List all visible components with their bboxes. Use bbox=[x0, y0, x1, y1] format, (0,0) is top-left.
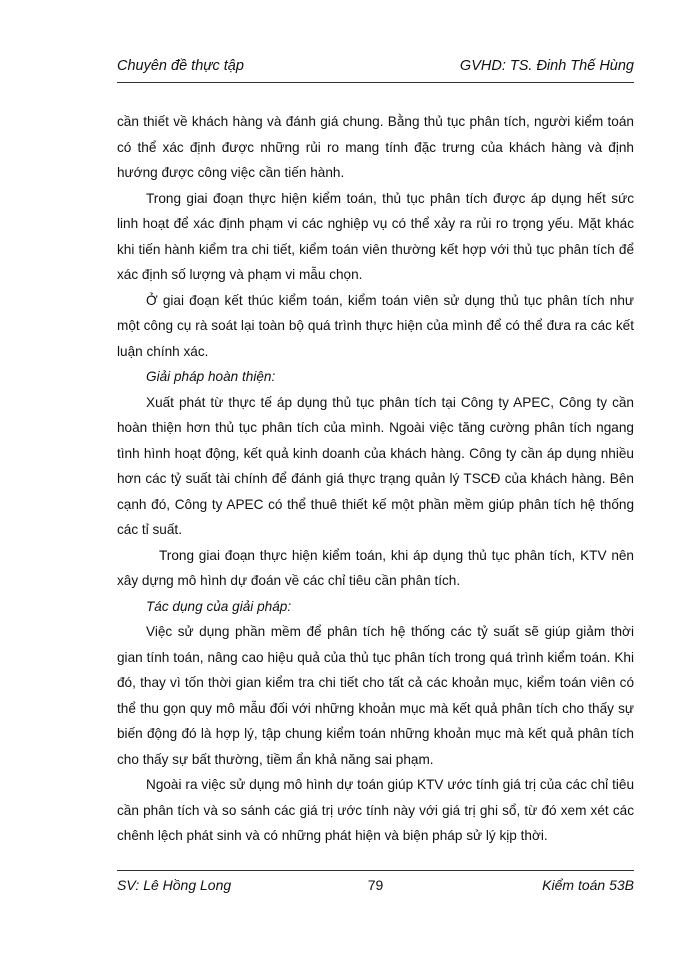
page-header bbox=[117, 58, 634, 83]
footer-page-number: 79 bbox=[367, 877, 384, 893]
heading-solution: Giải pháp hoàn thiện: bbox=[146, 369, 276, 384]
paragraph-solution: Xuất phát từ thực tế áp dụng thủ tục phân tích tại Công ty APEC, Công ty cần hoàn thiện hơn thủ tục phân tích của mình. Ngoài việc tăng cường phân tích ngang tình hình hoạt động, kết quả kinh doanh của khách hàng. Công ty cần áp dụng nhiều hơn các tỷ suất tài chính để đánh giá thực trạng quản lý TSCĐ của khách hàng. Bên cạnh đó, Công ty APEC có thể thuê thiết kế một phần mềm giúp phân tích hệ thống các tỉ suất. bbox=[117, 394, 634, 537]
paragraph-execution-stage: Trong giai đoạn thực hiện kiểm toán, thủ tục phân tích được áp dụng hết sức linh hoạt để xác định phạm vi các nghiệp vụ có thể xảy ra rủi ro trọng yếu. Mặt khác khi tiến hành kiểm tra chi tiết, kiểm toán viên thường kết hợp với thủ tục phân tích để xác định số lượng và phạm vi mẫu chọn. bbox=[117, 190, 634, 282]
paragraph-prediction-model: Trong giai đoạn thực hiện kiểm toán, khi áp dụng thủ tục phân tích, KTV nên xây dựng mô hình dự đoán về các chỉ tiêu cần phân tích. bbox=[117, 547, 634, 588]
page-footer bbox=[117, 870, 634, 901]
paragraph-software-effect: Việc sử dụng phần mềm để phân tích hệ thống các tỷ suất sẽ giúp giảm thời gian tính toán, nâng cao hiệu quả của thủ tục phân tích trong quá trình kiểm toán. Khi đó, thay vì tốn thời gian kiểm tra chi tiết cho tất cả các khoản mục, kiểm toán viên có thể thu gọn quy mô mẫu đối với những khoản mục mà kết quả phân tích cho thấy sự biến động đó là hợp lý, tập chung kiểm toán những khoản mục mà kết quả phân tích cho thấy sự bất thường, tiềm ẩn khả năng sai phạm. bbox=[117, 624, 634, 767]
paragraph-estimation-effect: Ngoài ra việc sử dụng mô hình dự toán giúp KTV ước tính giá trị của các chỉ tiêu cần phân tích và so sánh các giá trị ước tính này với giá trị ghi sổ, từ đó xem xét các chênh lệch phát sinh và có những phát hiện và biện pháp sử lý kịp thời. bbox=[117, 777, 634, 843]
page-body bbox=[117, 109, 634, 849]
paragraph-intro-continuation: cần thiết về khách hàng và đánh giá chung. Bằng thủ tục phân tích, người kiểm toán có thể xác định được những rủi ro mang tính đặc trưng của khách hàng và định hướng được công việc cần tiến hành. bbox=[117, 114, 634, 180]
footer-class: Kiểm toán 53B bbox=[542, 877, 634, 893]
paragraph-conclusion-stage: Ở giai đoạn kết thúc kiểm toán, kiểm toán viên sử dụng thủ tục phân tích như một công cụ rà soát lại toàn bộ quá trình thực hiện của mình để có thể đưa ra các kết luận chính xác. bbox=[117, 292, 634, 359]
header-advisor: GVHD: TS. Đinh Thế Hùng bbox=[459, 58, 634, 74]
footer-student-name: SV: Lê Hồng Long bbox=[117, 877, 232, 893]
heading-solution-effect: Tác dụng của giải pháp: bbox=[146, 598, 292, 614]
header-document-title: Chuyên đề thực tập bbox=[117, 58, 244, 74]
